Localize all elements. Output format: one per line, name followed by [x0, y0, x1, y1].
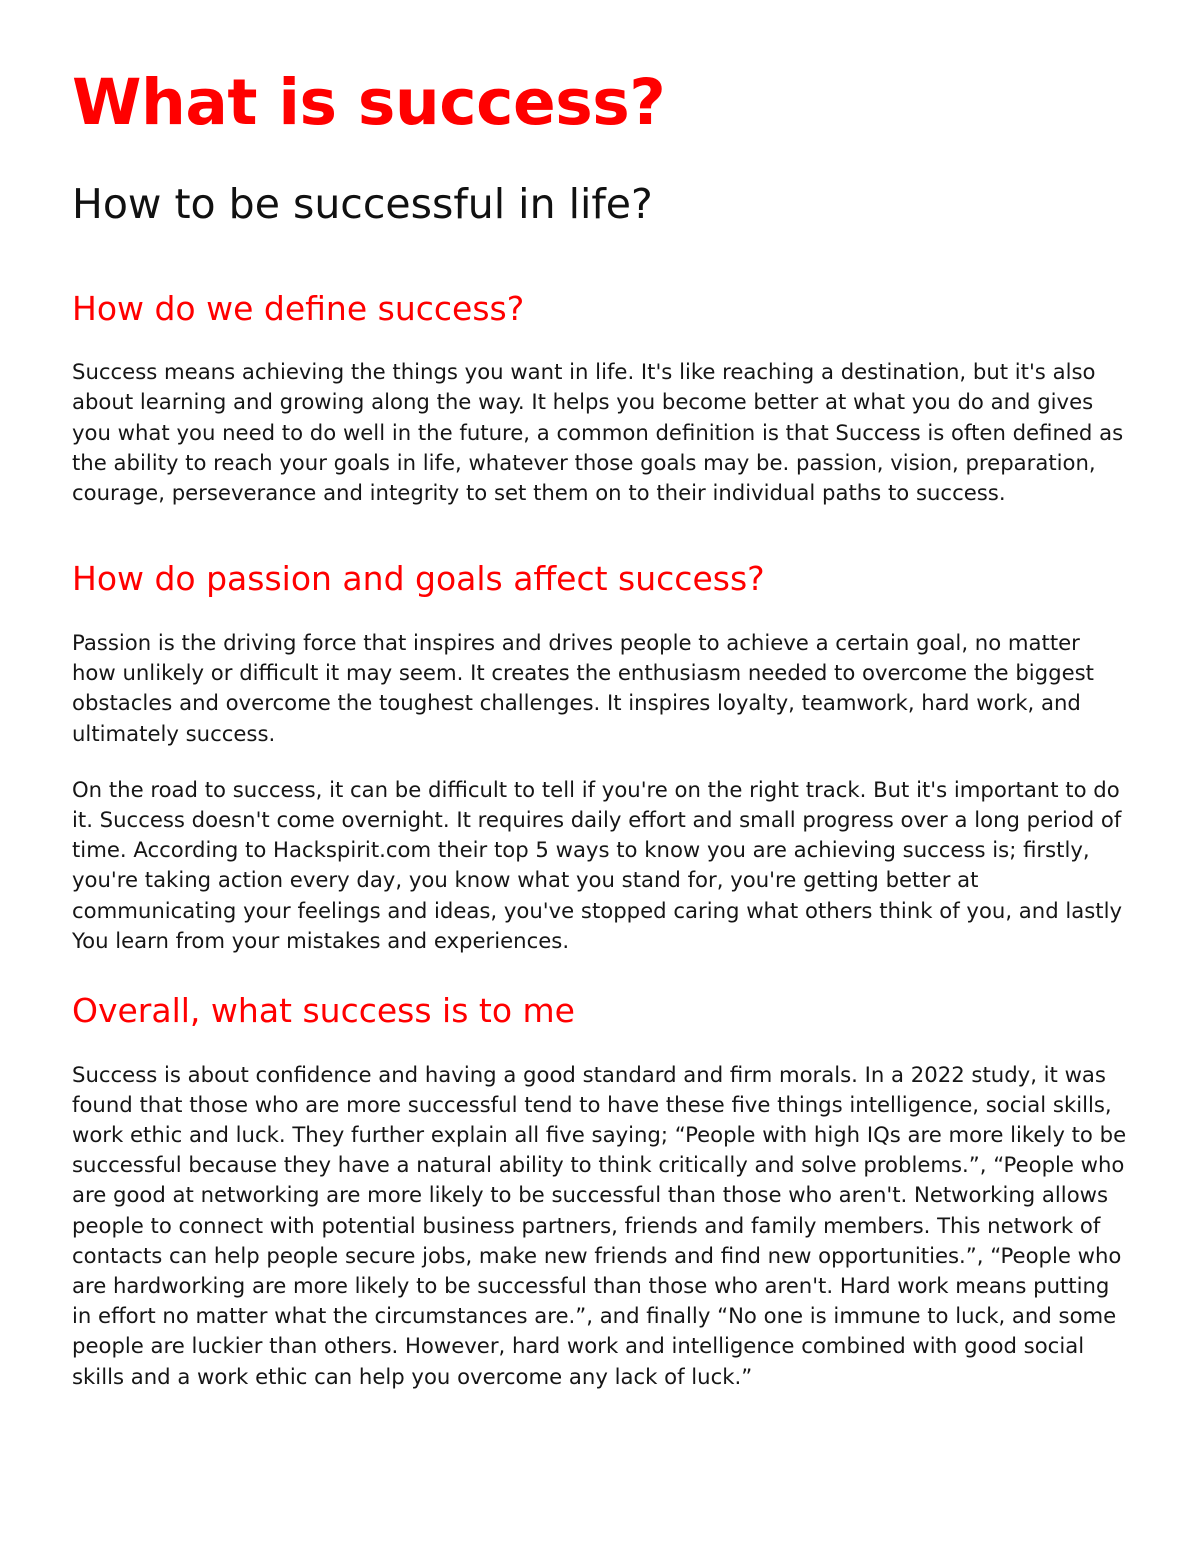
section-paragraph-define-success: Success means achieving the things you want in life. It's like reaching a destination, but it's also about learning and growing along the way. It helps you become better at what you do and gives you what you need to do well in the future, a common definition is that Success is often defined as the ability to reach your goals in life, whatever those goals may be. passion, vision, preparation, courage, perseverance and integrity to set them on to their individual paths to success.: [72, 359, 1124, 506]
section-paragraph-road-to-success: On the road to success, it can be difficult to tell if you're on the right track. But it's important to do it. Success doesn't come overnight. It requires daily effort and small progress over a long period of time. According to Hackspirit.com their top 5 ways to know you are achieving success is; firstly, you're taking action every day, you know what you stand for, you're getting better at communicating your feelings and ideas, you've stopped caring what others think of you, and lastly You learn from your mistakes and experiences.: [72, 776, 1123, 953]
section-heading-overall: Overall, what success is to me: [72, 990, 575, 1030]
section-paragraph-passion: Passion is the driving force that inspires and drives people to achieve a certain goal, no matter how unlikely or difficult it may seem. It creates the enthusiasm needed to overcome the biggest obstacles and overcome the toughest challenges. It inspires loyalty, teamwork, hard work, and ultimately success.: [72, 629, 1094, 746]
section-paragraph-overall: Success is about confidence and having a good standard and firm morals. In a 2022 study, it was found that those who are more successful tend to have these five things intelligence, social skills, work ethic and luck. They further explain all five saying; “People with high IQs are more likely to be successful because they have a natural ability to think critically and solve problems.”, “People who are good at networking are more likely to be successful than those who aren't. Networking allows people to connect with potential business partners, friends and family members. This network of contacts can help people secure jobs, make new friends and find new opportunities.”, “People who are hardworking are more likely to be successful than those who aren't. Hard work means putting in effort no matter what the circumstances are.”, and finally “No one is immune to luck, and some people are luckier than others. However, hard work and intelligence combined with good social skills and a work ethic can help you overcome any lack of luck.”: [72, 1061, 1127, 1389]
section-heading-define-success: How do we define success?: [72, 288, 525, 328]
section-heading-passion-goals: How do passion and goals affect success?: [72, 559, 765, 599]
page-subtitle: How to be successful in life?: [72, 179, 653, 228]
page-title: What is success?: [72, 66, 666, 139]
